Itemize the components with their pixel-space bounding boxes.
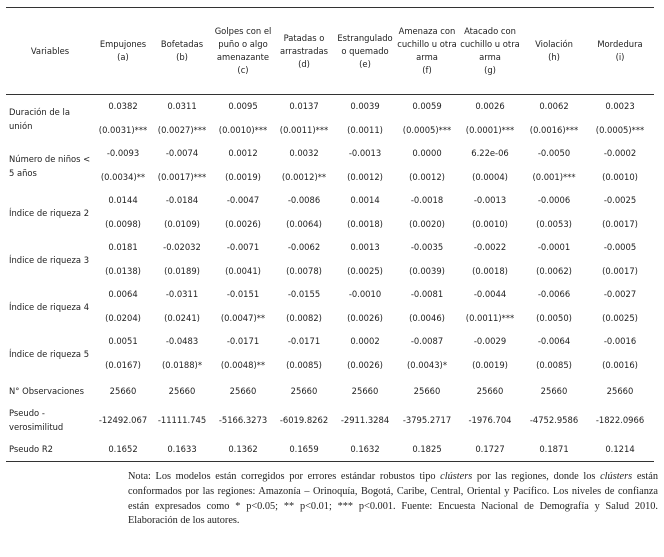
table-row-coefficient: [6, 283, 654, 305]
stat-cell: -4752.9586: [529, 415, 579, 425]
column-header-label: Estrangulado o quemado: [337, 32, 393, 56]
stat-cell: 0.1632: [334, 436, 396, 462]
column-header: [274, 8, 334, 95]
coefficient-cell: -0.0066: [537, 289, 571, 299]
standard-error-cell: (0.0098): [105, 218, 141, 229]
stat-cell: -3795.2717: [402, 415, 452, 425]
column-header-label: Bofetadas: [160, 39, 204, 49]
coefficient-cell: 0.0032: [289, 148, 319, 158]
coefficient-cell: 0.0051: [108, 336, 138, 346]
coefficient-cell: -0.0062: [287, 242, 321, 252]
standard-error-cell: (0.001)***: [532, 171, 576, 182]
coefficient-cell: -0.0013: [348, 148, 382, 158]
standard-error-cell: (0.0016): [602, 359, 638, 370]
stat-cell: 0.1214: [586, 436, 654, 462]
stat-cell: 0.1871: [522, 436, 586, 462]
table-row-standard-error: [6, 352, 654, 377]
table-row-standard-error: [6, 117, 654, 142]
coefficient-cell: -0.0171: [226, 336, 260, 346]
standard-error-cell: (0.0034)**: [100, 171, 146, 182]
coefficient-cell: 0.0012: [228, 148, 258, 158]
stat-cell: 0.1727: [458, 436, 522, 462]
stat-cell: -6019.8262: [279, 415, 329, 425]
coefficient-cell: 0.0095: [228, 101, 258, 111]
column-header: [212, 8, 274, 95]
standard-error-cell: (0.0085): [536, 359, 572, 370]
standard-error-cell: (0.0010): [472, 218, 508, 229]
stat-cell: 25660: [290, 385, 318, 396]
standard-error-cell: (0.0017): [602, 265, 638, 276]
coefficient-cell: -0.0311: [165, 289, 199, 299]
coefficient-cell: 0.0064: [108, 289, 138, 299]
stat-cell: 0.1659: [274, 436, 334, 462]
standard-error-cell: (0.0046): [409, 312, 445, 323]
column-header: [586, 8, 654, 95]
coefficient-cell: -0.0010: [348, 289, 382, 299]
standard-error-cell: (0.0050): [536, 312, 572, 323]
column-header-label: Patadas o arrastradas: [279, 32, 329, 56]
coefficient-cell: -0.02032: [163, 242, 201, 252]
standard-error-cell: (0.0026): [225, 218, 261, 229]
column-header-label: Empujones: [99, 39, 147, 49]
stat-cell: -11111.745: [157, 415, 207, 425]
coefficient-cell: -0.0013: [473, 195, 507, 205]
coefficient-cell: -0.0016: [603, 336, 637, 346]
coefficient-cell: -0.0025: [603, 195, 637, 205]
coefficient-cell: 0.0059: [412, 101, 442, 111]
coefficient-cell: -0.0483: [165, 336, 199, 346]
row-label: Índice de riqueza 4: [9, 301, 90, 312]
standard-error-cell: (0.0241): [164, 312, 200, 323]
coefficient-cell: 0.0013: [350, 242, 380, 252]
stat-cell: 25660: [476, 385, 504, 396]
coefficient-cell: -0.0086: [287, 195, 321, 205]
coefficient-cell: 0.0382: [108, 101, 138, 111]
standard-error-cell: (0.0017)***: [157, 171, 207, 182]
table-body: [6, 95, 654, 462]
standard-error-cell: (0.0078): [286, 265, 322, 276]
table-header-row: [6, 8, 654, 95]
standard-error-cell: (0.0011)***: [279, 124, 329, 135]
coefficient-cell: -0.0018: [410, 195, 444, 205]
stat-cell: 25660: [109, 385, 137, 396]
coefficient-cell: -0.0071: [226, 242, 260, 252]
stat-cell: -1822.0966: [595, 415, 645, 425]
stat-cell: 25660: [540, 385, 568, 396]
pseudo-r2-row: [6, 436, 654, 462]
row-label: Número de niños < 5 años: [9, 153, 91, 178]
standard-error-cell: (0.0188)*: [161, 359, 203, 370]
coefficient-cell: -0.0171: [287, 336, 321, 346]
stat-cell: -12492.067: [98, 415, 148, 425]
coefficient-cell: 0.0002: [350, 336, 380, 346]
coefficient-cell: -0.0022: [473, 242, 507, 252]
column-header-code: (g): [484, 65, 496, 75]
coefficient-cell: -0.0035: [410, 242, 444, 252]
standard-error-cell: (0.0011): [347, 124, 383, 135]
coefficient-cell: -0.0001: [537, 242, 571, 252]
table-row-standard-error: [6, 305, 654, 330]
coefficient-cell: 0.0144: [108, 195, 138, 205]
coefficient-cell: -0.0151: [226, 289, 260, 299]
stat-cell: 0.1362: [212, 436, 274, 462]
stat-cell: 25660: [351, 385, 379, 396]
stat-cell: 25660: [229, 385, 257, 396]
coefficient-cell: -0.0050: [537, 148, 571, 158]
table-note: Nota: Los modelos están corregidos por errores estándar robustos tipo clústers por las regiones, donde los clústers están conformados por las regiones: Amazonía – Orinoquía, Bogotá, Caribe, Central, Oriental y Pacífico. Los niveles de confianza están expresados como * p<0.05; ** p<0.01; *** p<0.001. Fuente: Encuesta Nacional de Demografía y Salud 2010. Elaboración de los autores.: [128, 471, 658, 527]
coefficient-cell: -0.0029: [473, 336, 507, 346]
column-header-label: Violación: [535, 39, 573, 49]
column-header-code: (h): [548, 52, 560, 62]
standard-error-cell: (0.0043)*: [406, 359, 448, 370]
coefficient-cell: 0.0062: [539, 101, 569, 111]
stat-cell: -1976.704: [468, 415, 512, 425]
standard-error-cell: (0.0012): [347, 171, 383, 182]
column-header-label: Golpes con el puño o algo amenazante: [214, 26, 272, 62]
column-header-label: Atacado con cuchillo u otra arma: [460, 26, 520, 62]
row-label: Pseudo - verosimilitud: [9, 408, 64, 432]
standard-error-cell: (0.0017): [602, 218, 638, 229]
table-row-standard-error: [6, 164, 654, 189]
stat-cell: 0.1825: [396, 436, 458, 462]
standard-error-cell: (0.0041): [225, 265, 261, 276]
standard-error-cell: (0.0138): [105, 265, 141, 276]
standard-error-cell: (0.0189): [164, 265, 200, 276]
stat-cell: 25660: [168, 385, 196, 396]
row-label: Duración de la unión: [9, 106, 70, 131]
coefficient-cell: 0.0026: [475, 101, 505, 111]
standard-error-cell: (0.0204): [105, 312, 141, 323]
standard-error-cell: (0.0018): [472, 265, 508, 276]
row-label: Índice de riqueza 3: [9, 254, 90, 265]
standard-error-cell: (0.0004): [472, 171, 508, 182]
coefficient-cell: 0.0023: [605, 101, 635, 111]
coefficient-cell: -0.0044: [473, 289, 507, 299]
coefficient-cell: -0.0027: [603, 289, 637, 299]
standard-error-cell: (0.0012): [409, 171, 445, 182]
coefficient-cell: -0.0047: [226, 195, 260, 205]
stat-cell: 0.1633: [152, 436, 212, 462]
coefficient-cell: 0.0014: [350, 195, 380, 205]
column-header: [396, 8, 458, 95]
coefficient-cell: -0.0064: [537, 336, 571, 346]
coefficient-cell: -0.0093: [106, 148, 140, 158]
standard-error-cell: (0.0109): [164, 218, 200, 229]
coefficient-cell: -0.0184: [165, 195, 199, 205]
stat-cell: 25660: [413, 385, 441, 396]
column-header: [152, 8, 212, 95]
standard-error-cell: (0.0019): [225, 171, 261, 182]
column-header-code: (f): [422, 65, 432, 75]
observations-row: [6, 377, 654, 404]
standard-error-cell: (0.0020): [409, 218, 445, 229]
column-header: [458, 8, 522, 95]
column-header-code: (d): [298, 58, 310, 69]
standard-error-cell: (0.0062): [536, 265, 572, 276]
column-header-code: (i): [615, 52, 625, 62]
table-row-standard-error: [6, 211, 654, 236]
stat-cell: -2911.3284: [340, 415, 390, 425]
coefficient-cell: 0.0137: [289, 101, 319, 111]
standard-error-cell: (0.0019): [472, 359, 508, 370]
stat-cell: 25660: [606, 385, 634, 396]
column-header-code: (a): [117, 52, 129, 62]
column-header: [94, 8, 152, 95]
coefficient-cell: -0.0155: [287, 289, 321, 299]
table-row-coefficient: [6, 330, 654, 352]
standard-error-cell: (0.0011)***: [465, 312, 515, 323]
standard-error-cell: (0.0005)***: [595, 124, 645, 135]
coefficient-cell: 0.0311: [167, 101, 197, 111]
table-row-coefficient: [6, 189, 654, 211]
standard-error-cell: (0.0025): [347, 265, 383, 276]
column-header-label: Mordedura: [597, 39, 643, 49]
standard-error-cell: (0.0018): [347, 218, 383, 229]
column-header-code: (e): [359, 58, 371, 69]
column-header: [334, 8, 396, 95]
row-label: Índice de riqueza 2: [9, 207, 90, 218]
standard-error-cell: (0.0010): [602, 171, 638, 182]
coefficient-cell: 0.0000: [412, 148, 442, 158]
standard-error-cell: (0.0026): [347, 312, 383, 323]
coefficient-cell: -0.0081: [410, 289, 444, 299]
coefficient-cell: 6.22e-06: [471, 148, 509, 158]
coefficient-cell: -0.0006: [537, 195, 571, 205]
variables-header: Variables: [6, 8, 94, 95]
standard-error-cell: (0.0082): [286, 312, 322, 323]
standard-error-cell: (0.0025): [602, 312, 638, 323]
column-header: [522, 8, 586, 95]
stat-cell: -5166.3273: [218, 415, 268, 425]
standard-error-cell: (0.0026): [347, 359, 383, 370]
column-header-label: Amenaza con cuchillo u otra arma: [397, 26, 457, 62]
standard-error-cell: (0.0039): [409, 265, 445, 276]
standard-error-cell: (0.0048)**: [220, 359, 266, 370]
row-label: Pseudo R2: [6, 436, 94, 462]
standard-error-cell: (0.0012)**: [281, 171, 327, 182]
standard-error-cell: (0.0167): [105, 359, 141, 370]
table-row-coefficient: [6, 236, 654, 258]
table-row-coefficient: [6, 142, 654, 164]
row-label: N° Observaciones: [9, 385, 84, 396]
standard-error-cell: (0.0005)***: [402, 124, 452, 135]
coefficient-cell: -0.0087: [410, 336, 444, 346]
coefficient-cell: -0.0005: [603, 242, 637, 252]
table-row-coefficient: [6, 95, 654, 118]
coefficient-cell: -0.0002: [603, 148, 637, 158]
coefficient-cell: -0.0074: [165, 148, 199, 158]
regression-table: [6, 7, 654, 462]
table-row-standard-error: [6, 258, 654, 283]
column-header-code: (c): [237, 65, 249, 75]
coefficient-cell: 0.0181: [108, 242, 138, 252]
standard-error-cell: (0.0047)**: [220, 312, 266, 323]
standard-error-cell: (0.0010)***: [218, 124, 268, 135]
stat-cell: 0.1652: [94, 436, 152, 462]
standard-error-cell: (0.0085): [286, 359, 322, 370]
column-header-code: (b): [176, 52, 188, 62]
standard-error-cell: (0.0053): [536, 218, 572, 229]
standard-error-cell: (0.0016)***: [529, 124, 579, 135]
row-label: Índice de riqueza 5: [9, 348, 90, 359]
standard-error-cell: (0.0064): [286, 218, 322, 229]
pseudo-likelihood-row: [6, 404, 654, 436]
standard-error-cell: (0.0031)***: [98, 124, 148, 135]
standard-error-cell: (0.0027)***: [157, 124, 207, 135]
standard-error-cell: (0.0001)***: [465, 124, 515, 135]
coefficient-cell: 0.0039: [350, 101, 380, 111]
